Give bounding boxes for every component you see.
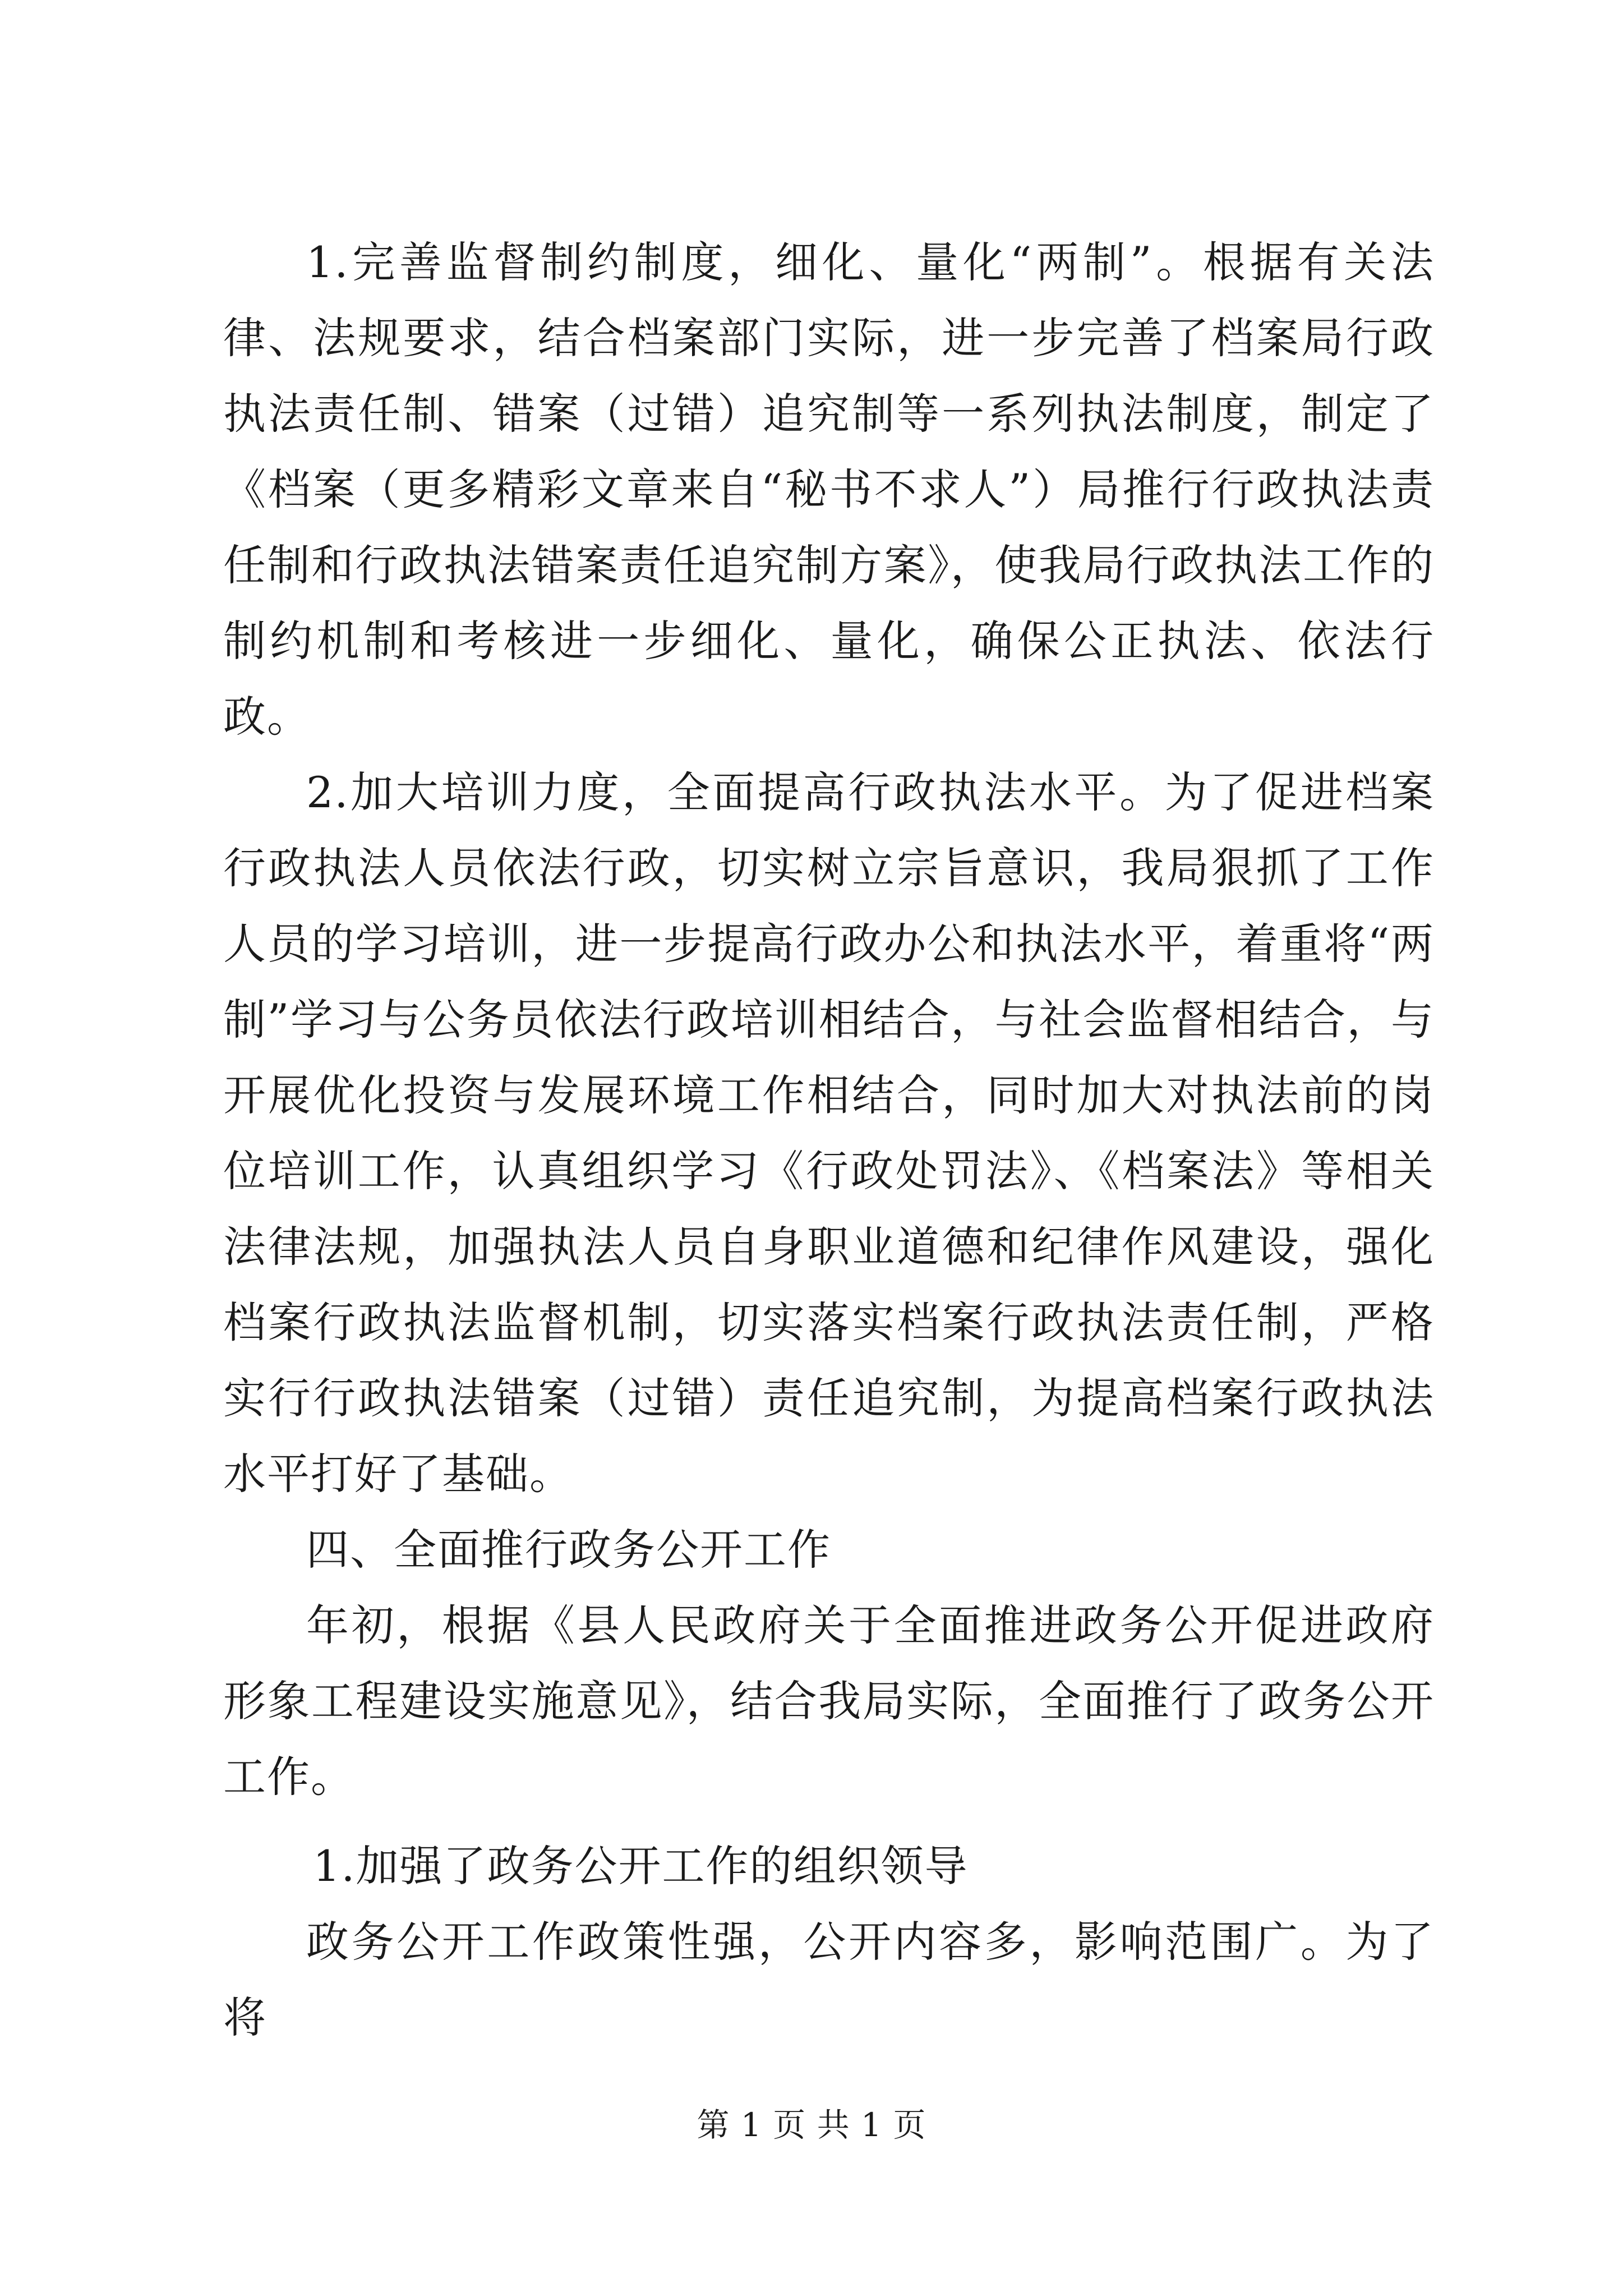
paragraph-1: 1.完善监督制约制度，细化、量化“两制”。根据有关法律、法规要求，结合档案部门实际，进一步完善了档案局行政执法责任制、错案（过错）追究制等一系列执法制度，制定了《档案（更多精彩文章来自“秘书不求人”）局推行行政执法责任制和行政执法错案责任追究制方案》，使我局行政执法工作的制约机制和考核进一步细化、量化，确保公正执法、依法行政。	[223, 237, 1435, 742]
paragraph-2: 2.加大培训力度，全面提高行政执法水平。为了促进档案行政执法人员依法行政，切实树立宗旨意识，我局狠抓了工作人员的学习培训，进一步提高行政办公和执法水平，着重将“两制”学习与公务员依法行政培训相结合，与社会监督相结合，与开展优化投资与发展环境工作相结合，同时加大对执法前的岗位培训工作，认真组织学习《行政处罚法》、《档案法》等相关法律法规，加强执法人员自身职业道德和纪律作风建设，强化档案行政执法监督机制，切实落实档案行政执法责任制，严格实行行政执法错案（过错）责任追究制，为提高档案行政执法水平打好了基础。	[223, 767, 1435, 1499]
paragraph-4: 政务公开工作政策性强，公开内容多，影响范围广。为了将	[223, 1917, 1435, 2042]
document-body	[223, 224, 1435, 2055]
section-heading-4: 四、全面推行政务公开工作	[306, 1525, 831, 1575]
paragraph-3: 年初，根据《县人民政府关于全面推进政务公开促进政府形象工程建设实施意见》，结合我局实际，全面推行了政务公开工作。	[223, 1600, 1435, 1802]
subsection-heading-1: 1.加强了政务公开工作的组织领导	[313, 1841, 969, 1891]
page-footer: 第 1 页 共 1 页	[697, 2106, 926, 2144]
